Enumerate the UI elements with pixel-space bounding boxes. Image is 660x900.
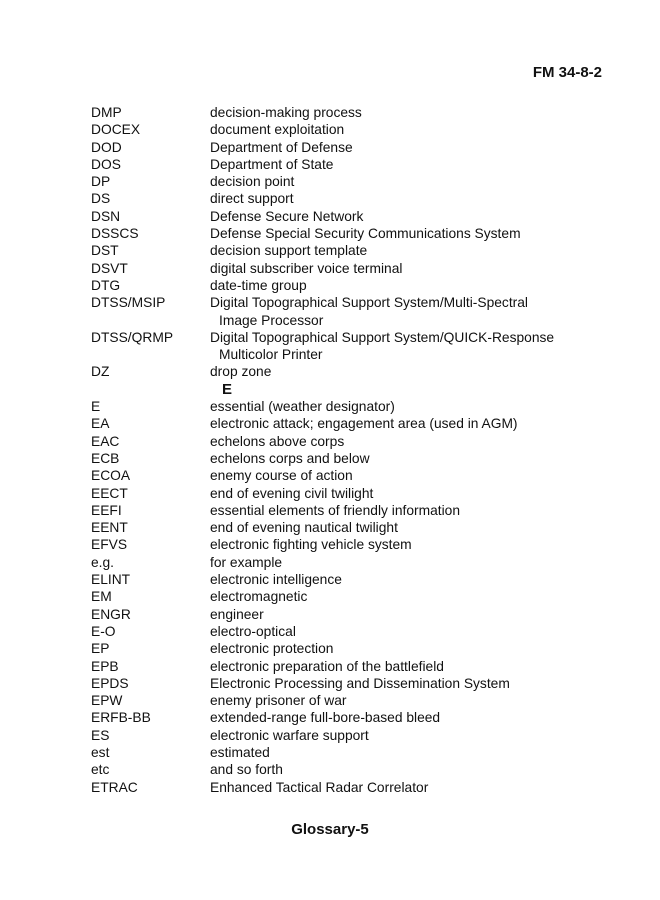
entry-definition (210, 502, 611, 519)
glossary-entry (91, 242, 611, 259)
document-id: FM 34-8-2 (532, 64, 602, 81)
glossary-entry (91, 173, 611, 190)
glossary-entry (91, 623, 611, 640)
definition-text: estimated (210, 744, 270, 760)
entry-abbreviation: EFVS (91, 537, 128, 553)
glossary-entry (91, 415, 611, 432)
entry-abbreviation: E-O (91, 623, 116, 639)
entry-abbreviation: EENT (91, 520, 128, 536)
entry-definition (210, 329, 611, 364)
entry-abbreviation: EAC (91, 433, 120, 449)
entry-definition (210, 363, 611, 380)
definition-text: electronic intelligence (210, 572, 342, 588)
entry-definition (210, 623, 611, 640)
definition-text: extended-range full-bore-based bleed (210, 710, 441, 726)
entry-abbreviation: EPB (91, 658, 119, 674)
definition-text: electronic attack; engagement area (used in AGM) (210, 416, 518, 432)
definition-text: essential elements of friendly information (210, 502, 461, 518)
entry-definition (210, 156, 611, 173)
glossary-entry (91, 727, 611, 744)
definition-text: drop zone (210, 364, 272, 380)
entry-abbreviation: ETRAC (91, 779, 138, 795)
definition-text: Digital Topographical Support System/Multi-Spectral (210, 295, 528, 311)
definition-text: electronic preparation of the battlefield (210, 658, 444, 674)
glossary-entry (91, 208, 611, 225)
glossary-entry (91, 536, 611, 553)
entry-abbreviation: EA (91, 416, 110, 432)
entry-abbreviation: EM (91, 589, 112, 605)
glossary-entry (91, 588, 611, 605)
glossary-entry (91, 640, 611, 657)
glossary-entry (91, 744, 611, 761)
entry-abbreviation: ES (91, 727, 110, 743)
glossary-entry (91, 519, 611, 536)
entry-abbreviation: DSVT (91, 260, 128, 276)
entry-definition (210, 744, 611, 761)
entry-abbreviation: ERFB-BB (91, 710, 151, 726)
entry-definition (210, 588, 611, 605)
glossary-entry (91, 363, 611, 380)
glossary-entry (91, 121, 611, 138)
entry-abbreviation: ECB (91, 450, 120, 466)
glossary-list (91, 104, 611, 796)
definition-text: end of evening civil twilight (210, 485, 374, 501)
entry-definition (210, 398, 611, 415)
definition-text: direct support (210, 191, 294, 207)
entry-abbreviation: DTG (91, 277, 121, 293)
entry-abbreviation: DZ (91, 364, 110, 380)
entry-abbreviation: e.g. (91, 554, 115, 570)
glossary-entry (91, 692, 611, 709)
glossary-entry (91, 260, 611, 277)
entry-definition (210, 208, 611, 225)
entry-definition (210, 260, 611, 277)
glossary-entry (91, 277, 611, 294)
entry-definition (210, 571, 611, 588)
definition-text: Digital Topographical Support System/QUICK-Response (210, 329, 555, 345)
entry-abbreviation: DS (91, 191, 111, 207)
glossary-group-d (91, 104, 611, 381)
definition-text: electronic fighting vehicle system (210, 537, 412, 553)
definition-text: electronic protection (210, 641, 334, 657)
definition-text: Defense Special Security Communications System (210, 226, 521, 242)
entry-abbreviation: DOD (91, 139, 122, 155)
definition-text: for example (210, 554, 283, 570)
entry-definition (210, 727, 611, 744)
entry-definition (210, 779, 611, 796)
entry-definition (210, 554, 611, 571)
entry-abbreviation: DOCEX (91, 122, 141, 138)
entry-definition (210, 242, 611, 259)
definition-continuation: Image Processor (219, 312, 324, 328)
entry-definition (210, 277, 611, 294)
definition-text: electromagnetic (210, 589, 308, 605)
glossary-entry (91, 554, 611, 571)
entry-abbreviation: DST (91, 243, 119, 259)
entry-definition (210, 467, 611, 484)
glossary-entry (91, 675, 611, 692)
definition-text: electronic warfare support (210, 727, 369, 743)
definition-text: echelons corps and below (210, 450, 370, 466)
entry-definition (210, 139, 611, 156)
definition-text: decision-making process (210, 105, 362, 120)
definition-text: echelons above corps (210, 433, 345, 449)
glossary-entry (91, 571, 611, 588)
entry-abbreviation: ECOA (91, 468, 131, 484)
glossary-entry (91, 658, 611, 675)
glossary-entry (91, 433, 611, 450)
entry-abbreviation: EPW (91, 693, 123, 709)
entry-definition (210, 415, 611, 432)
definition-text: decision support template (210, 243, 368, 259)
entry-abbreviation: DSSCS (91, 226, 139, 242)
entry-abbreviation: EECT (91, 485, 128, 501)
entry-abbreviation: etc (91, 762, 110, 778)
definition-text: enemy prisoner of war (210, 693, 347, 709)
entry-definition (210, 675, 611, 692)
glossary-entry (91, 329, 611, 364)
definition-text: digital subscriber voice terminal (210, 260, 403, 276)
glossary-entry (91, 485, 611, 502)
glossary-entry (91, 467, 611, 484)
definition-text: essential (weather designator) (210, 399, 395, 415)
definition-text: engineer (210, 606, 264, 622)
definition-text: Enhanced Tactical Radar Correlator (210, 779, 429, 795)
entry-definition (210, 190, 611, 207)
section-heading-e: E (222, 380, 233, 398)
definition-text: decision point (210, 174, 295, 190)
glossary-group-e (91, 398, 611, 796)
definition-text: electro-optical (210, 623, 296, 639)
entry-definition (210, 536, 611, 553)
entry-definition (210, 640, 611, 657)
glossary-entry (91, 398, 611, 415)
definition-text: Department of State (210, 156, 334, 172)
glossary-entry (91, 761, 611, 778)
entry-definition (210, 433, 611, 450)
entry-definition (210, 658, 611, 675)
definition-text: and so forth (210, 762, 283, 778)
entry-definition (210, 519, 611, 536)
entry-definition (210, 173, 611, 190)
entry-definition (210, 450, 611, 467)
glossary-entry (91, 450, 611, 467)
glossary-entry (91, 139, 611, 156)
entry-definition (210, 606, 611, 623)
glossary-entry (91, 156, 611, 173)
glossary-entry (91, 709, 611, 726)
definition-text: enemy course of action (210, 468, 353, 484)
entry-abbreviation: DSN (91, 208, 121, 224)
glossary-entry (91, 606, 611, 623)
definition-text: Defense Secure Network (210, 208, 364, 224)
entry-abbreviation: ELINT (91, 572, 131, 588)
definition-text: Electronic Processing and Dissemination System (210, 675, 510, 691)
definition-text: document exploitation (210, 122, 345, 138)
entry-definition (210, 709, 611, 726)
entry-abbreviation: E (91, 399, 101, 415)
entry-abbreviation: est (91, 744, 110, 760)
glossary-entry (91, 502, 611, 519)
entry-abbreviation: DP (91, 174, 111, 190)
entry-definition (210, 104, 611, 121)
entry-definition (210, 485, 611, 502)
glossary-entry (91, 294, 611, 329)
glossary-entry (91, 225, 611, 242)
entry-abbreviation: EPDS (91, 675, 129, 691)
definition-text: end of evening nautical twilight (210, 520, 398, 536)
entry-abbreviation: DOS (91, 156, 121, 172)
definition-continuation: Multicolor Printer (219, 347, 323, 363)
entry-abbreviation: DMP (91, 105, 122, 120)
entry-abbreviation: ENGR (91, 606, 131, 622)
entry-abbreviation: EP (91, 641, 110, 657)
entry-abbreviation: DTSS/MSIP (91, 295, 166, 311)
glossary-entry (91, 190, 611, 207)
entry-definition (210, 225, 611, 242)
glossary-entry (91, 779, 611, 796)
entry-definition (210, 121, 611, 138)
definition-text: date-time group (210, 277, 307, 293)
entry-definition (210, 294, 611, 329)
entry-definition (210, 692, 611, 709)
definition-text: Department of Defense (210, 139, 353, 155)
entry-definition (210, 761, 611, 778)
entry-abbreviation: EEFI (91, 502, 122, 518)
page-footer: Glossary-5 (291, 821, 369, 838)
entry-abbreviation: DTSS/QRMP (91, 329, 174, 345)
glossary-entry (91, 104, 611, 121)
